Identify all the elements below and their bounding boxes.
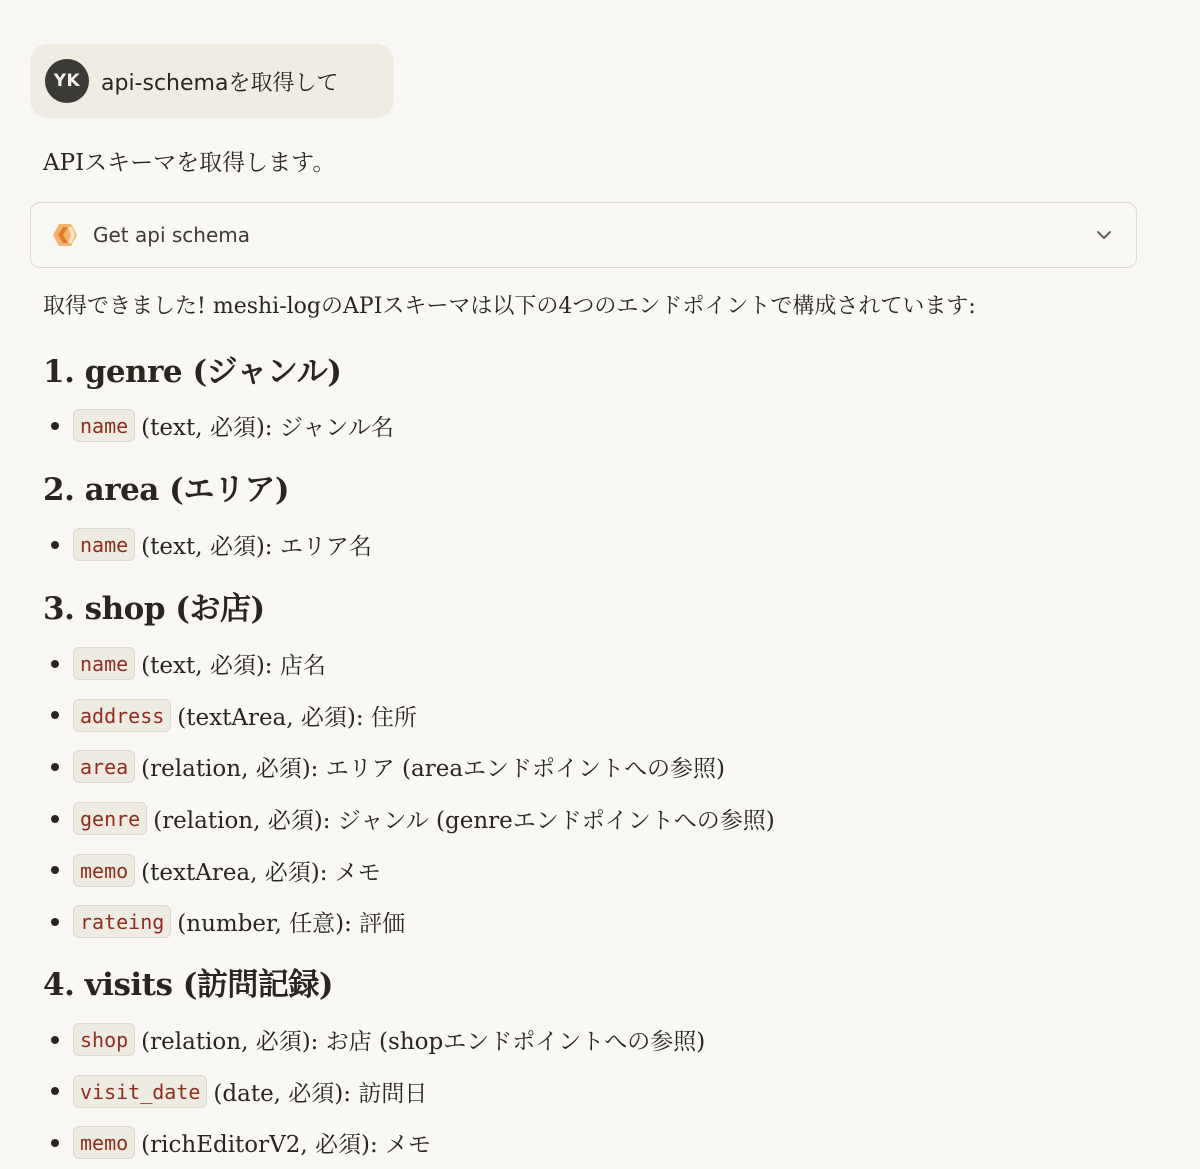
field-item xyxy=(43,519,372,571)
section-title-shop: 3. shop (お店) xyxy=(43,591,265,627)
field-item xyxy=(43,896,775,948)
field-description: (richEditorV2, 必須): メモ xyxy=(141,1132,432,1159)
field-code: name xyxy=(73,647,135,680)
chevron-down-icon[interactable] xyxy=(1094,225,1114,245)
field-list-shop xyxy=(43,638,775,948)
field-description: (relation, 必須): ジャンル (genreエンドポイントへの参照) xyxy=(153,808,775,835)
field-description: (text, 必須): エリア名 xyxy=(141,534,372,561)
field-description: (text, 必須): 店名 xyxy=(141,653,326,680)
tool-call-label: Get api schema xyxy=(93,223,251,247)
field-description: (date, 必須): 訪問日 xyxy=(213,1080,428,1107)
field-item xyxy=(43,793,775,845)
field-list-area xyxy=(43,519,372,571)
section-title-visits: 4. visits (訪問記録) xyxy=(43,967,334,1003)
field-description: (textArea, 必須): メモ xyxy=(141,859,381,886)
field-list-visits xyxy=(43,1014,705,1169)
section-title-area: 2. area (エリア) xyxy=(43,472,290,508)
api-tool-icon xyxy=(51,221,79,249)
field-description: (relation, 必須): エリア (areaエンドポイントへの参照) xyxy=(141,756,726,783)
field-code: name xyxy=(73,528,135,561)
field-code: address xyxy=(73,699,171,732)
field-item xyxy=(43,844,775,896)
tool-call-card[interactable] xyxy=(30,202,1137,268)
field-list-genre xyxy=(43,400,394,452)
field-code: genre xyxy=(73,802,147,835)
field-code: memo xyxy=(73,854,135,887)
field-code: visit_date xyxy=(73,1075,207,1108)
user-message-text: api-schemaを取得して xyxy=(101,70,339,96)
field-item xyxy=(43,638,775,690)
field-description: (textArea, 必須): 住所 xyxy=(177,704,417,731)
field-description: (number, 任意): 評価 xyxy=(177,911,406,938)
assistant-intro-text: APIスキーマを取得します。 xyxy=(43,150,336,176)
field-description: (text, 必須): ジャンル名 xyxy=(141,415,394,442)
field-code: rateing xyxy=(73,905,171,938)
user-message-bubble xyxy=(30,44,394,118)
user-avatar[interactable]: YK xyxy=(45,59,89,103)
field-description: (relation, 必須): お店 (shopエンドポイントへの参照) xyxy=(141,1029,706,1056)
field-item xyxy=(43,741,775,793)
section-title-genre: 1. genre (ジャンル) xyxy=(43,354,342,390)
field-item xyxy=(43,690,775,742)
field-code: area xyxy=(73,750,135,783)
field-item xyxy=(43,1066,705,1118)
field-item xyxy=(43,1014,705,1066)
field-code: shop xyxy=(73,1023,135,1056)
field-item xyxy=(43,1117,705,1169)
field-code: memo xyxy=(73,1126,135,1159)
field-code: name xyxy=(73,409,135,442)
assistant-summary-text: 取得できました! meshi-logのAPIスキーマは以下の4つのエンドポイントで構成されています: xyxy=(43,294,976,319)
field-item xyxy=(43,400,394,452)
